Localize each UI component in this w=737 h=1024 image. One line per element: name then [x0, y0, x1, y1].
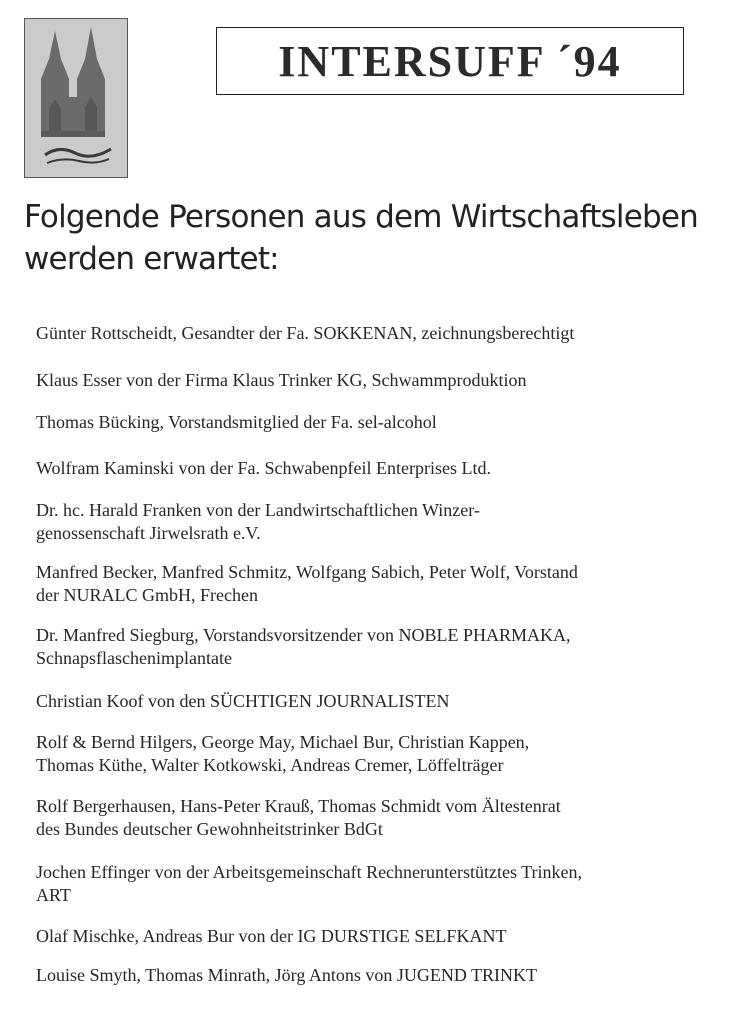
attendee-entry — [36, 731, 696, 777]
attendee-line: Jochen Effinger von der Arbeitsgemeinschaft Rechnerunterstütztes Trinken, — [36, 862, 583, 882]
attendee-line: Manfred Becker, Manfred Schmitz, Wolfgang Sabich, Peter Wolf, Vorstand — [36, 562, 578, 582]
attendee-entry — [36, 690, 696, 713]
attendee-line: Olaf Mischke, Andreas Bur von der IG DURSTIGE SELFKANT — [36, 926, 507, 946]
attendee-entry — [36, 499, 696, 545]
attendee-line: Wolfram Kaminski von der Fa. Schwabenpfeil Enterprises Ltd. — [36, 458, 491, 478]
attendee-line: Louise Smyth, Thomas Minrath, Jörg Antons von JUGEND TRINKT — [36, 965, 538, 985]
attendee-entry — [36, 322, 696, 345]
attendee-entry — [36, 561, 696, 607]
attendee-line: genossenschaft Jirwelsrath e.V. — [36, 523, 261, 543]
attendee-line: Günter Rottscheidt, Gesandter der Fa. SOKKENAN, zeichnungsberechtigt — [36, 323, 575, 343]
attendee-entry — [36, 369, 696, 392]
attendee-line: des Bundes deutscher Gewohnheitstrinker BdGt — [36, 819, 383, 839]
attendee-line: Dr. hc. Harald Franken von der Landwirtschaftlichen Winzer- — [36, 500, 480, 520]
cathedral-logo — [24, 18, 128, 178]
intro-heading-line-2: werden erwartet: — [24, 241, 279, 277]
attendee-line: Thomas Küthe, Walter Kotkowski, Andreas Cremer, Löffelträger — [36, 755, 504, 775]
intro-heading — [24, 196, 724, 280]
attendee-line: Klaus Esser von der Firma Klaus Trinker KG, Schwammproduktion — [36, 370, 527, 390]
attendee-entry — [36, 457, 696, 480]
attendee-line: ART — [36, 885, 71, 905]
page-title: INTERSUFF ´94 — [278, 36, 622, 86]
attendee-entry — [36, 964, 696, 987]
attendee-line: der NURALC GmbH, Frechen — [36, 585, 258, 605]
attendee-line: Thomas Bücking, Vorstandsmitglied der Fa. sel-alcohol — [36, 412, 437, 432]
attendee-entry — [36, 795, 696, 841]
attendee-entry — [36, 861, 696, 907]
title-box — [216, 27, 684, 95]
cathedral-icon — [25, 19, 127, 177]
attendee-line: Rolf Bergerhausen, Hans-Peter Krauß, Thomas Schmidt vom Ältestenrat — [36, 796, 561, 816]
attendee-entry — [36, 925, 696, 948]
attendee-entry — [36, 624, 696, 670]
attendee-line: Schnapsflaschenimplantate — [36, 648, 232, 668]
attendee-line: Rolf & Bernd Hilgers, George May, Michael Bur, Christian Kappen, — [36, 732, 530, 752]
intro-heading-line-1: Folgende Personen aus dem Wirtschaftsleben — [24, 199, 698, 235]
attendee-entry — [36, 411, 696, 434]
attendee-line: Christian Koof von den SÜCHTIGEN JOURNALISTEN — [36, 691, 450, 711]
attendee-line: Dr. Manfred Siegburg, Vorstandsvorsitzender von NOBLE PHARMAKA, — [36, 625, 571, 645]
